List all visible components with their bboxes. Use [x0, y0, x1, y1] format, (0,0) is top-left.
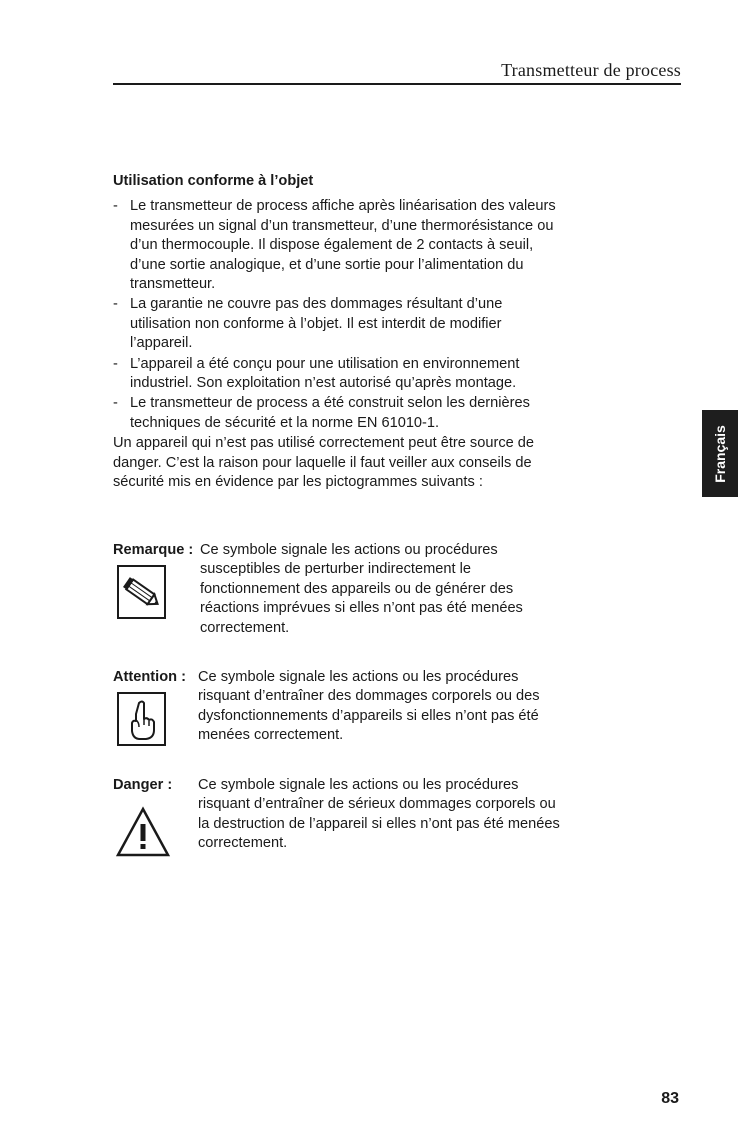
bullet-dash: -: [113, 198, 118, 215]
pointing-hand-icon: [117, 692, 166, 746]
notice-label: Attention :: [113, 669, 186, 685]
language-tab: [702, 410, 738, 497]
usage-section: [113, 172, 561, 493]
bullet-text: La garantie ne couvre pas des dommages résultant d’une utilisation non conforme à l’objet. Il est interdit de modifier l’appareil.: [130, 296, 503, 352]
notice-label: Remarque :: [113, 542, 194, 558]
bullet-dash: -: [113, 395, 118, 412]
language-tab-label: Français: [712, 424, 728, 483]
notice-text: Ce symbole signale les actions ou les procédures risquant d’entraîner de sérieux dommages corporels ou la destruction de l’appareil si elles n’ont pas été menées correctement.: [198, 777, 560, 852]
bullet-dash: -: [113, 296, 118, 313]
warning-triangle-icon: [115, 806, 171, 858]
list-item: [113, 394, 561, 433]
notice-text: Ce symbole signale les actions ou les procédures risquant d’entraîner des dommages corporels ou des dysfonctionnements d’appareils si elles n’ont pas été menées correctement.: [198, 669, 540, 744]
bullet-text: Le transmetteur de process a été construit selon les dernières techniques de sécurité et la norme EN 61010-1.: [130, 395, 530, 431]
list-item: [113, 197, 561, 294]
notice-remarque: [113, 541, 563, 641]
notice-attention: [113, 668, 563, 758]
notice-label: Danger :: [113, 777, 173, 793]
pencil-note-icon: [117, 565, 166, 619]
notice-text: Ce symbole signale les actions ou procédures susceptibles de perturber indirectement le fonctionnement des appareils ou de générer des réactions imprévues si elles n’ont pas été menées correctement.: [200, 542, 523, 636]
bullet-text: Le transmetteur de process affiche après linéarisation des valeurs mesurées un signal d’un transmetteur, d’une thermorésistance ou d’un thermocouple. Il dispose également de 2 contacts à seuil, d’une sortie analogique, et d’une sortie pour l’alimentation du transmetteur.: [130, 198, 556, 293]
running-header-title: Transmetteur de process: [501, 60, 681, 80]
section-heading: Utilisation conforme à l’objet: [113, 173, 314, 189]
bullet-list: [113, 197, 561, 433]
bullet-dash: -: [113, 355, 118, 372]
header-rule: [113, 83, 681, 85]
page-number: 83: [661, 1090, 679, 1107]
bullet-text: L’appareil a été conçu pour une utilisation en environnement industriel. Son exploitation n’est autorisé qu’après montage.: [130, 355, 520, 392]
list-item: [113, 355, 561, 394]
notice-danger: [113, 776, 563, 866]
closing-paragraph: Un appareil qui n’est pas utilisé correctement peut être source de danger. C’est la raison pour laquelle il faut veiller aux conseils de sécurité mis en évidence par les pictogrammes suivants :: [113, 435, 535, 491]
list-item: [113, 295, 561, 353]
